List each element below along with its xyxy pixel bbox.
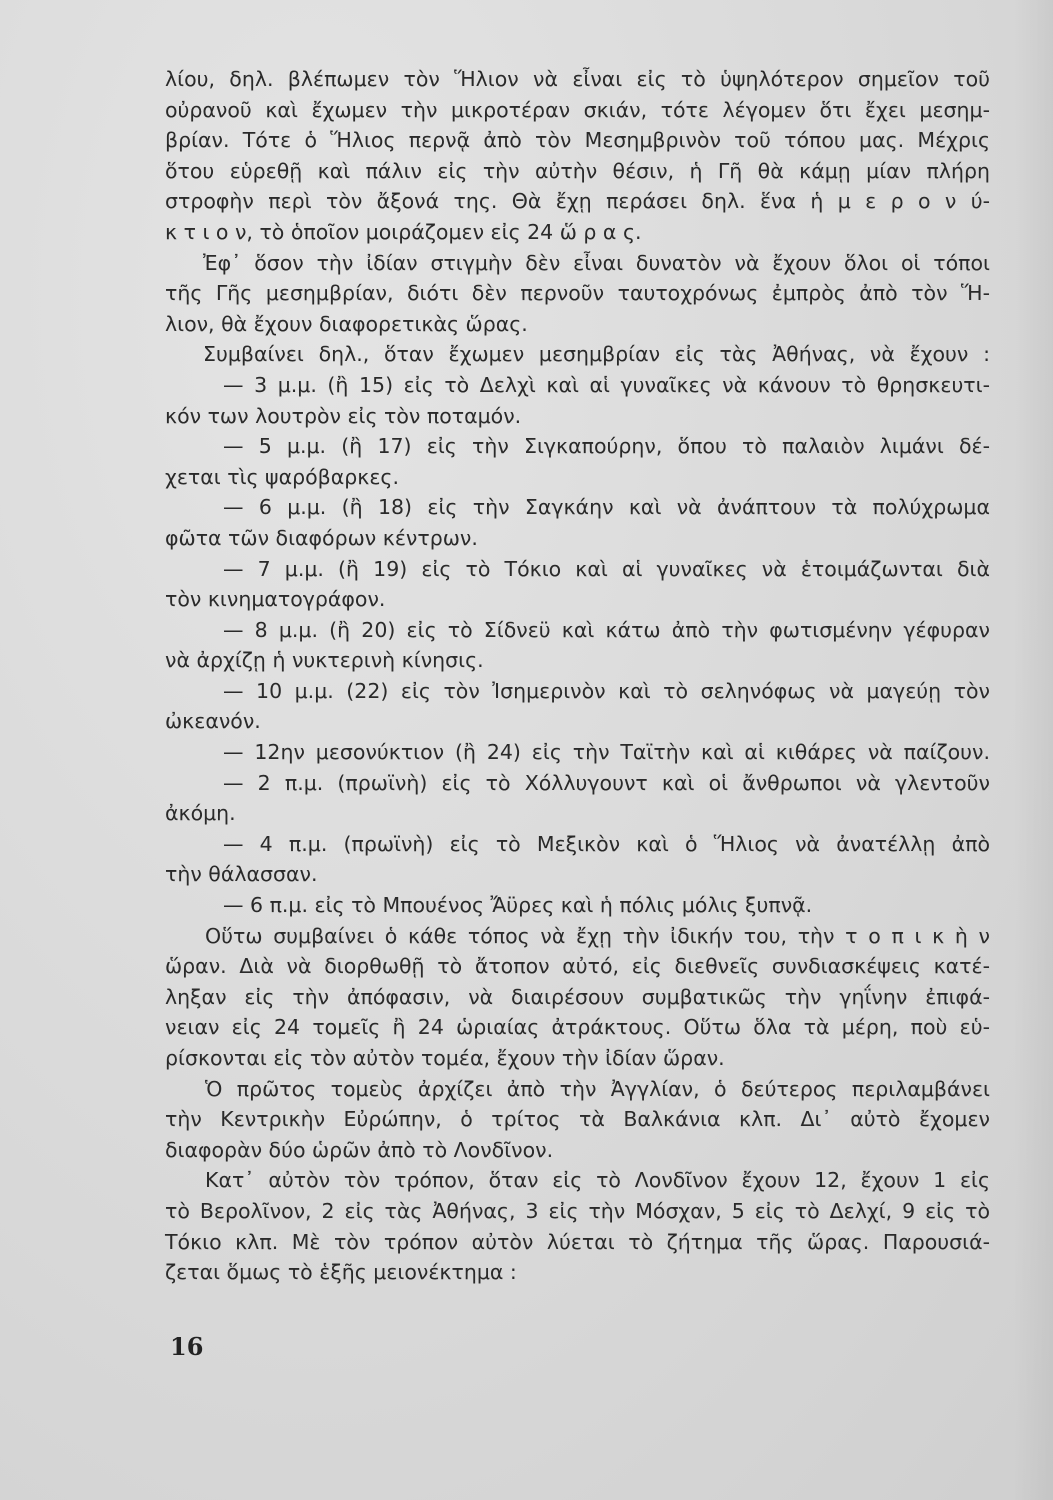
page-edge-shadow <box>1013 0 1053 1500</box>
text-line: Οὕτω συμβαίνει ὁ κάθε τόπος νὰ ἔχῃ τὴν ἰδικήν του, τὴν τ ο π ι κ ὴ ν <box>205 923 990 948</box>
text-line: κ τ ι ο ν, τὸ ὁποῖον μοιράζομεν εἰς 24 ὥ ρ α ς. <box>165 219 642 244</box>
text-line: νειαν εἰς 24 τομεῖς ἢ 24 ὡριαίας ἀτράκτους. Οὕτω ὅλα τὰ μέρη, ποὺ εὑ- <box>165 1015 990 1040</box>
text-line: ὅτου εὑρεθῇ καὶ πάλιν εἰς τὴν αὐτὴν θέσιν, ἡ Γῆ θὰ κάμῃ μίαν πλήρη <box>165 158 990 183</box>
text-line: Ἐφ᾿ ὅσον τὴν ἰδίαν στιγμὴν δὲν εἶναι δυνατὸν νὰ ἔχουν ὅλοι οἱ τόποι <box>203 250 990 275</box>
page-text-body <box>165 64 990 1288</box>
text-line: φῶτα τῶν διαφόρων κέντρων. <box>165 525 478 550</box>
text-line: ὠκεανόν. <box>165 709 261 734</box>
text-line: — 4 π.μ. (πρωϊνὴ) εἰς τὸ Μεξικὸν καὶ ὁ Ἥλιος νὰ ἀνατέλλῃ ἀπὸ <box>223 831 990 856</box>
text-line: — 8 μ.μ. (ἢ 20) εἰς τὸ Σίδνεϋ καὶ κάτω ἀπὸ τὴν φωτισμένην γέφυραν <box>223 617 990 642</box>
page-number: 16 <box>170 1332 204 1361</box>
text-line: χεται τὶς ψαρόβαρκες. <box>165 464 399 489</box>
text-line: λιον, θὰ ἔχουν διαφορετικὰς ὥρας. <box>165 311 528 336</box>
text-line: κόν των λουτρὸν εἰς τὸν ποταμόν. <box>165 403 522 428</box>
text-line: νὰ ἀρχίζῃ ἡ νυκτερινὴ κίνησις. <box>165 648 484 673</box>
text-line: — 5 μ.μ. (ἢ 17) εἰς τὴν Σιγκαπούρην, ὅπου τὸ παλαιὸν λιμάνι δέ- <box>223 434 990 459</box>
text-line: τὸν κινηματογράφον. <box>165 587 386 612</box>
text-line: βρίαν. Τότε ὁ Ἥλιος περνᾷ ἀπὸ τὸν Μεσημβρινὸν τοῦ τόπου μας. Μέχρις <box>165 128 990 153</box>
text-line: — 10 μ.μ. (22) εἰς τὸν Ἰσημερινὸν καὶ τὸ σεληνόφως νὰ μαγεύῃ τὸν <box>223 678 990 703</box>
text-line: ἀκόμη. <box>165 801 236 826</box>
text-line: τῆς Γῆς μεσημβρίαν, διότι δὲν περνοῦν ταυτοχρόνως ἐμπρὸς ἀπὸ τὸν Ἥ- <box>165 281 990 306</box>
text-line: — 12ην μεσονύκτιον (ἢ 24) εἰς τὴν Ταϊτὴν καὶ αἱ κιθάρες νὰ παίζουν. <box>223 740 990 765</box>
text-line: ληξαν εἰς τὴν ἀπόφασιν, νὰ διαιρέσουν συμβατικῶς τὴν γηΐνην ἐπιφά- <box>165 984 990 1009</box>
text-line: τὴν θάλασσαν. <box>165 862 318 887</box>
text-line: οὐρανοῦ καὶ ἔχωμεν τὴν μικροτέραν σκιάν, τότε λέγομεν ὅτι ἔχει μεσημ- <box>165 97 990 122</box>
text-line: Τόκιο κλπ. Μὲ τὸν τρόπον αὐτὸν λύεται τὸ ζήτημα τῆς ὥρας. Παρουσιά- <box>165 1229 990 1254</box>
text-line: — 6 π.μ. εἰς τὸ Μπουένος Ἄϋρες καὶ ἡ πόλις μόλις ξυπνᾷ. <box>223 893 813 918</box>
text-line: τὴν Κεντρικὴν Εὐρώπην, ὁ τρίτος τὰ Βαλκάνια κλπ. Δι᾿ αὐτὸ ἔχομεν <box>165 1107 990 1132</box>
text-line: τὸ Βερολῖνον, 2 εἰς τὰς Ἀθήνας, 3 εἰς τὴν Μόσχαν, 5 εἰς τὸ Δελχί, 9 εἰς τὸ <box>165 1198 990 1223</box>
text-line: Κατ᾿ αὐτὸν τὸν τρόπον, ὅταν εἰς τὸ Λονδῖνον ἔχουν 12, ἔχουν 1 εἰς <box>205 1168 990 1193</box>
text-line: λίου, δηλ. βλέπωμεν τὸν Ἥλιον νὰ εἶναι εἰς τὸ ὑψηλότερον σημεῖον τοῦ <box>165 67 990 91</box>
text-line: — 3 μ.μ. (ἢ 15) εἰς τὸ Δελχὶ καὶ αἱ γυναῖκες νὰ κάνουν τὸ θρησκευτι- <box>223 372 990 397</box>
text-line: Ὁ πρῶτος τομεὺς ἀρχίζει ἀπὸ τὴν Ἀγγλίαν, ὁ δεύτερος περιλαμβάνει <box>205 1076 990 1101</box>
text-line: στροφὴν περὶ τὸν ἄξονά της. Θὰ ἔχῃ περάσει δηλ. ἕνα ἡ μ ε ρ ο ν ύ- <box>165 189 990 214</box>
text-line: διαφορὰν δύο ὡρῶν ἀπὸ τὸ Λονδῖνον. <box>165 1137 554 1162</box>
text-line: — 6 μ.μ. (ἢ 18) εἰς τὴν Σαγκάην καὶ νὰ ἀνάπτουν τὰ πολύχρωμα <box>223 495 990 520</box>
text-line: Συμβαίνει δηλ., ὅταν ἔχωμεν μεσημβρίαν εἰς τὰς Ἀθήνας, νὰ ἔχουν : <box>203 342 990 367</box>
text-line: ρίσκονται εἰς τὸν αὐτὸν τομέα, ἔχουν τὴν ἰδίαν ὥραν. <box>165 1046 725 1070</box>
text-line: ζεται ὅμως τὸ ἑξῆς μειονέκτημα : <box>165 1260 517 1285</box>
text-line: — 2 π.μ. (πρωϊνὴ) εἰς τὸ Χόλλυγουντ καὶ οἱ ἄνθρωποι νὰ γλεντοῦν <box>223 770 990 795</box>
text-line: ὥραν. Διὰ νὰ διορθωθῇ τὸ ἄτοπον αὐτό, εἰς διεθνεῖς συνδιασκέψεις κατέ- <box>165 954 990 979</box>
text-line: — 7 μ.μ. (ἢ 19) εἰς τὸ Τόκιο καὶ αἱ γυναῖκες νὰ ἑτοιμάζωνται διὰ <box>223 556 990 581</box>
